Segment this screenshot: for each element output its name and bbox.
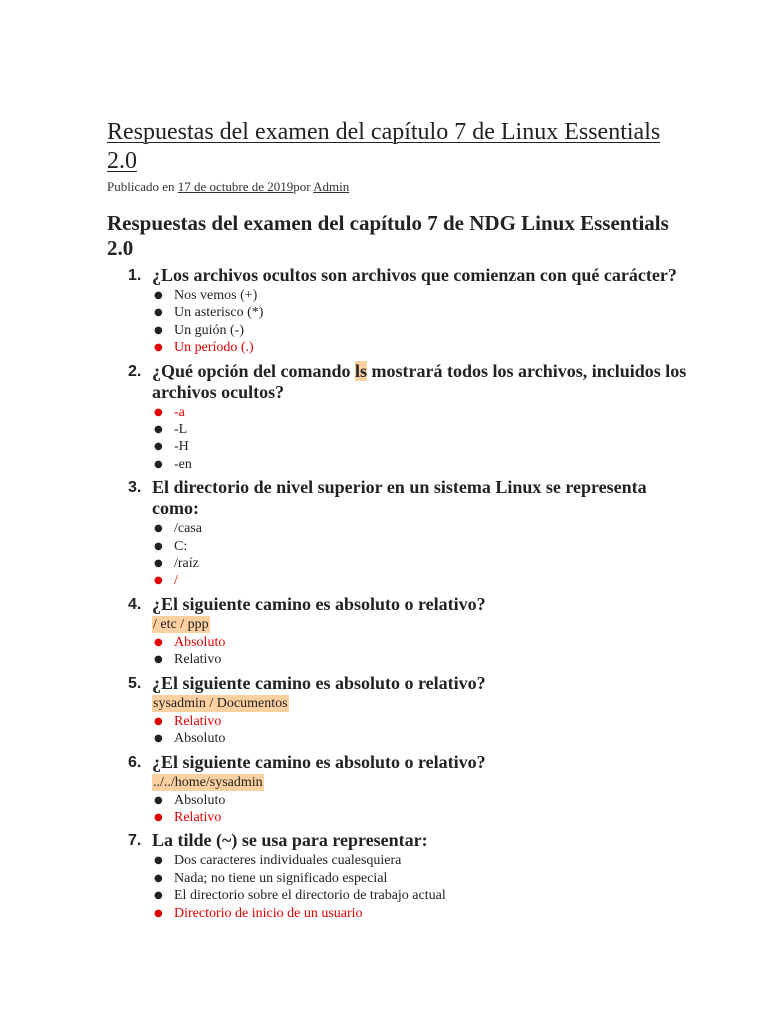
bullet-icon: ● bbox=[154, 654, 163, 666]
bullet-icon: ● bbox=[154, 406, 163, 418]
correct-answer-option bbox=[152, 404, 687, 421]
bullet-icon: ● bbox=[154, 441, 163, 453]
answer-option bbox=[152, 887, 687, 904]
bullet-icon: ● bbox=[154, 424, 163, 436]
answer-text: /raíz bbox=[174, 556, 199, 572]
question-text: ¿El siguiente camino es absoluto o relativo? bbox=[152, 593, 486, 614]
question-list bbox=[107, 265, 687, 922]
answer-options bbox=[152, 634, 687, 669]
answer-options bbox=[152, 287, 687, 357]
correct-answer-option bbox=[152, 634, 687, 651]
question-text: ¿Los archivos ocultos son archivos que comienzan con qué carácter? bbox=[152, 265, 677, 285]
answer-text: -a bbox=[174, 404, 185, 420]
answer-option bbox=[152, 287, 687, 304]
question-item bbox=[107, 594, 687, 669]
answer-options bbox=[152, 713, 687, 748]
answer-text: Absoluto bbox=[174, 731, 226, 747]
bullet-icon: ● bbox=[154, 890, 163, 902]
answer-text: Nada; no tiene un significado especial bbox=[174, 870, 388, 886]
answer-option bbox=[152, 792, 687, 809]
bullet-icon: ● bbox=[154, 636, 163, 648]
answer-text: C: bbox=[174, 538, 188, 554]
answer-option bbox=[152, 304, 687, 321]
answer-text: /casa bbox=[174, 521, 202, 537]
bullet-icon: ● bbox=[154, 523, 163, 535]
path-example: sysadmin / Documentos bbox=[153, 695, 288, 711]
correct-answer-option bbox=[152, 809, 687, 826]
answer-text: Absoluto bbox=[174, 634, 226, 650]
answer-text: Absoluto bbox=[174, 792, 226, 808]
question-item bbox=[107, 265, 687, 357]
meta-prefix: Publicado en bbox=[107, 179, 178, 194]
article-heading: Respuestas del examen del capítulo 7 de NDG Linux Essentials 2.0 bbox=[107, 211, 669, 260]
bullet-icon: ● bbox=[154, 575, 163, 587]
bullet-icon: ● bbox=[154, 855, 163, 867]
answer-text: -L bbox=[174, 422, 188, 438]
question-text: La tilde (~) se usa para representar: bbox=[152, 830, 428, 851]
answer-options bbox=[152, 792, 687, 827]
question-item bbox=[107, 673, 687, 748]
post-date-link[interactable]: 17 de octubre de 2019 bbox=[177, 179, 294, 194]
question-text: ¿El siguiente camino es absoluto o relativo? bbox=[152, 672, 486, 693]
answer-option bbox=[152, 456, 687, 473]
answer-text: Nos vemos (+) bbox=[174, 288, 258, 303]
bullet-icon: ● bbox=[154, 307, 163, 319]
answer-text: Un guión (-) bbox=[174, 322, 244, 338]
bullet-icon: ● bbox=[154, 733, 163, 745]
answer-option bbox=[152, 651, 687, 668]
question-item bbox=[107, 752, 687, 827]
bullet-icon: ● bbox=[154, 324, 163, 336]
question-text-part: ¿Qué opción del comando bbox=[152, 360, 356, 381]
answer-text: Un asterisco (*) bbox=[174, 305, 264, 321]
path-example: ../../home/sysadmin bbox=[153, 774, 263, 790]
bullet-icon: ● bbox=[154, 540, 163, 552]
question-text bbox=[152, 361, 687, 403]
bullet-icon: ● bbox=[154, 458, 163, 470]
question-text-part: mostrará todos los archivos, incluidos los archivos ocultos? bbox=[152, 360, 687, 402]
meta-by: por bbox=[293, 179, 314, 194]
correct-answer-option bbox=[152, 339, 687, 356]
question-item bbox=[107, 361, 687, 474]
bullet-icon: ● bbox=[154, 558, 163, 570]
question-number: 4. bbox=[128, 595, 142, 613]
answer-text: -en bbox=[174, 456, 192, 472]
answer-text: Directorio de inicio de un usuario bbox=[174, 905, 363, 921]
question-text: ¿El siguiente camino es absoluto o relativo? bbox=[152, 751, 486, 772]
bullet-icon: ● bbox=[154, 794, 163, 806]
answer-option bbox=[152, 852, 687, 869]
question-number: 5. bbox=[128, 674, 142, 692]
post-container bbox=[107, 118, 687, 922]
bullet-icon: ● bbox=[154, 907, 163, 919]
bullet-icon: ● bbox=[154, 872, 163, 884]
highlighted-command: ls bbox=[355, 360, 368, 381]
answer-options bbox=[152, 852, 687, 922]
path-example: / etc / ppp bbox=[153, 616, 209, 632]
answer-text: Relativo bbox=[174, 713, 222, 729]
answer-option bbox=[152, 555, 687, 572]
answer-options bbox=[152, 520, 687, 590]
bullet-icon: ● bbox=[154, 715, 163, 727]
question-number: 7. bbox=[128, 832, 142, 850]
answer-option bbox=[152, 538, 687, 555]
post-title bbox=[107, 118, 687, 176]
answer-option bbox=[152, 870, 687, 887]
correct-answer-option bbox=[152, 905, 687, 922]
answer-text: Relativo bbox=[174, 809, 222, 825]
post-title-link[interactable]: Respuestas del examen del capítulo 7 de Linux Essentials 2.0 bbox=[107, 119, 661, 174]
answer-option bbox=[152, 730, 687, 747]
question-number: 2. bbox=[128, 362, 142, 380]
answer-text: Dos caracteres individuales cualesquiera bbox=[174, 853, 402, 869]
question-number: 1. bbox=[128, 267, 142, 284]
bullet-icon: ● bbox=[154, 811, 163, 823]
answer-option bbox=[152, 421, 687, 438]
answer-text: Un período (.) bbox=[174, 340, 254, 356]
question-text: El directorio de nivel superior en un sistema Linux se representa como: bbox=[152, 477, 647, 519]
bullet-icon: ● bbox=[154, 342, 163, 354]
answer-option bbox=[152, 438, 687, 455]
question-number: 6. bbox=[128, 753, 142, 771]
question-number: 3. bbox=[128, 479, 142, 497]
answer-text: Relativo bbox=[174, 652, 222, 668]
answer-options bbox=[152, 404, 687, 474]
answer-option bbox=[152, 520, 687, 537]
question-item bbox=[107, 830, 687, 922]
author-link[interactable]: Admin bbox=[313, 179, 350, 194]
correct-answer-option bbox=[152, 713, 687, 730]
bullet-icon: ● bbox=[154, 290, 163, 301]
post-meta bbox=[107, 179, 687, 195]
answer-text: / bbox=[174, 573, 178, 589]
answer-option bbox=[152, 322, 687, 339]
answer-text: -H bbox=[174, 439, 189, 455]
correct-answer-option bbox=[152, 572, 687, 589]
question-item bbox=[107, 477, 687, 590]
answer-text: El directorio sobre el directorio de trabajo actual bbox=[174, 888, 446, 904]
